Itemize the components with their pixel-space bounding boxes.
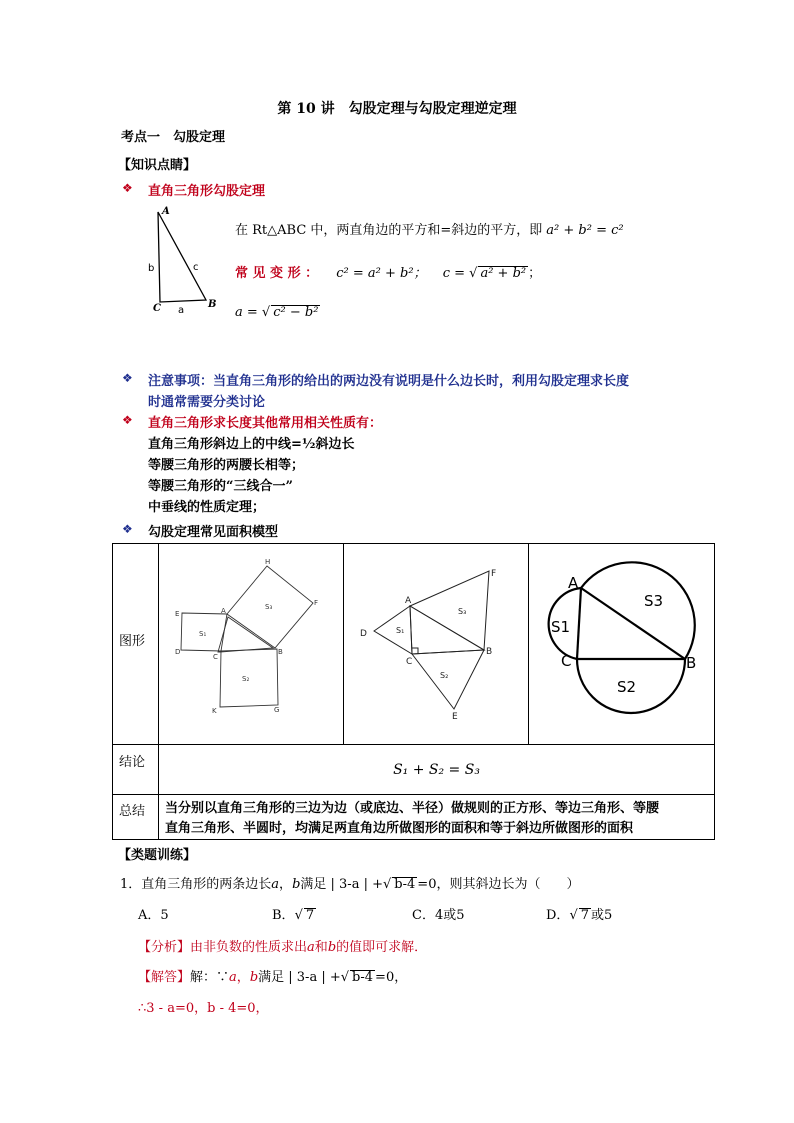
formula-main: a² + b² = c² (546, 223, 624, 238)
figure-cell-semicircles (529, 544, 715, 745)
formula-variant-1: c² = a² + b²； (336, 266, 427, 281)
fig2-label-f: F (491, 569, 497, 579)
triangles-model-figure (344, 544, 528, 740)
fig2-label-c: C (406, 657, 413, 667)
q1-comma: ， (279, 877, 293, 892)
answer-comma: ， (236, 970, 250, 985)
bullet-icon: ❖ (122, 413, 133, 427)
property-3: 等腰三角形的“三线合一” (148, 479, 293, 494)
bullet-icon: ❖ (122, 371, 133, 385)
fig1-label-e: E (175, 610, 180, 618)
figure-row-label: 图形 (119, 634, 146, 649)
q1-stem-a: 1．直角三角形的两条边长 (120, 877, 272, 892)
option-d-label: D． (546, 908, 570, 923)
conclusion-cell (159, 745, 715, 795)
bullet-icon: ❖ (122, 522, 133, 536)
fig2-label-s2: S₂ (440, 671, 449, 680)
analysis-var-b: b (327, 940, 337, 955)
formula-variant-3-radicand: c² − b² (273, 305, 319, 320)
analysis-text-b: 和 (314, 940, 328, 955)
property-2: 等腰三角形的两腰长相等； (148, 458, 305, 473)
section-heading: 考点一 勾股定理 (121, 130, 226, 145)
fig1-label-d: D (175, 648, 181, 656)
fig1-label-k: K (212, 707, 217, 715)
analysis-var-a: a (307, 940, 315, 955)
knowledge-header: 【知识点睛】 (118, 158, 197, 173)
fig2-label-a: A (405, 596, 412, 606)
note-line-1: 注意事项：当直角三角形的给出的两边没有说明是什么边长时，利用勾股定理求长度 (148, 374, 630, 389)
option-b: B．√ 7 (272, 908, 315, 923)
variant-3-row: a = √ c² − b² (235, 305, 319, 320)
property-4: 中垂线的性质定理； (148, 500, 266, 515)
page-title: 第 10 讲 勾股定理与勾股定理逆定理 (277, 101, 517, 117)
fig2-label-s1: S₁ (396, 626, 405, 635)
fig3-label-s1: S1 (551, 618, 571, 636)
formula-variant-2-left: c = (442, 266, 466, 281)
option-b-radicand: 7 (305, 908, 315, 923)
option-d: D．√ 7 或5 (546, 908, 613, 923)
figure-row-label-cell (113, 544, 159, 745)
summary-cell (159, 795, 715, 840)
variants-label: 常 见 变 形 ： (235, 266, 319, 281)
option-c: C．4或5 (412, 908, 465, 923)
figure-cell-squares (159, 544, 344, 745)
q1-stem-c: =0，则其斜边长为（ ） (417, 877, 580, 892)
question-1-stem: 1．直角三角形的两条边长a，b满足 | 3-a | +√ b-4 =0，则其斜边长为（ ） (120, 877, 580, 892)
formula-variant-3-left: a = (235, 305, 258, 320)
analysis-text-c: 的值即可求解． (336, 940, 428, 955)
option-d-tail: 或5 (591, 908, 613, 923)
formula-variant-2-radicand: a² + b² (480, 266, 527, 281)
vertex-c-label: C (153, 303, 161, 314)
analysis-text-a: 由非负数的性质求出 (190, 940, 308, 955)
fig1-label-b: B (278, 648, 283, 656)
summary-label-cell (113, 795, 159, 840)
summary-line-1: 当分别以直角三角形的三边为边（或底边、半径）做规则的正方形、等边三角形、等腰 (165, 801, 660, 816)
side-a-label: a (178, 305, 185, 316)
solution-step: ∴3 - a=0，b - 4=0， (138, 1001, 269, 1016)
fig2-label-e: E (452, 712, 458, 722)
option-d-radicand: 7 (580, 908, 590, 923)
answer-var-b: b (249, 970, 259, 985)
answer-radicand: b-4 (352, 970, 374, 985)
area-models-table (112, 543, 715, 840)
fig3-label-s3: S3 (644, 592, 664, 610)
area-model-label: 勾股定理常见面积模型 (148, 525, 279, 540)
q1-radicand: b-4 (394, 877, 416, 892)
fig1-label-g: G (274, 706, 280, 714)
figure-cell-triangles (344, 544, 529, 745)
vertex-b-label: B (208, 299, 217, 310)
right-triangle-figure (146, 200, 226, 320)
statement-text: 在 Rt△ABC 中，两直角边的平方和=斜边的平方，即 (235, 223, 543, 238)
fig1-label-f: F (314, 599, 319, 607)
note-line-2: 时通常需要分类讨论 (148, 395, 266, 410)
option-b-label: B． (272, 908, 295, 923)
fig1-label-a: A (221, 607, 226, 615)
property-1: 直角三角形斜边上的中线=½斜边长 (148, 437, 355, 452)
summary-line-2: 直角三角形、半圆时，均满足两直角边所做图形的面积和等于斜边所做图形的面积 (165, 821, 634, 836)
conclusion-label: 结论 (119, 755, 146, 770)
q1-var-b: b (292, 877, 301, 892)
fig3-label-b: B (686, 654, 697, 672)
analysis-line (138, 936, 427, 955)
answer-line: 【解答】解：∵a，b满足 | 3-a | +√ b-4 =0， (138, 970, 408, 985)
pythagoras-statement (235, 219, 624, 238)
vertex-a-label: A (162, 206, 170, 217)
conclusion-label-cell (113, 745, 159, 795)
side-b-label: b (148, 263, 155, 274)
fig2-label-d: D (360, 629, 367, 639)
answer-text-b: 满足 | 3-a | + (258, 970, 341, 985)
summary-label: 总结 (119, 804, 146, 819)
bullet-icon: ❖ (122, 181, 133, 195)
q1-var-a: a (271, 877, 280, 892)
fig3-label-s2: S2 (617, 678, 637, 696)
semicircles-model-figure (529, 544, 714, 740)
practice-header: 【类题训练】 (118, 848, 197, 863)
summary-text (159, 795, 714, 839)
fig3-label-a: A (568, 574, 579, 592)
answer-text-a: 解：∵ (190, 970, 230, 985)
variants-row: 常 见 变 形 ： c² = a² + b²； c = √ a² + b² ； (235, 266, 542, 281)
analysis-label: 【分析】 (138, 940, 191, 955)
fig1-label-s2: S₂ (242, 675, 250, 683)
side-c-label: c (193, 262, 199, 273)
answer-text-c: =0， (375, 970, 408, 985)
answer-label: 【解答】 (138, 970, 191, 985)
fig1-label-h: H (265, 558, 271, 566)
answer-var-a: a (229, 970, 237, 985)
properties-label: 直角三角形求长度其他常用相关性质有： (148, 416, 383, 431)
q1-stem-b: 满足 | 3-a | + (300, 877, 383, 892)
fig1-label-c: C (213, 653, 218, 661)
fig3-label-c: C (561, 652, 572, 670)
conclusion-formula: S₁ + S₂ = S₃ (393, 761, 480, 778)
item1-label: 直角三角形勾股定理 (148, 184, 266, 199)
fig1-label-s1: S₁ (199, 630, 207, 638)
squares-model-figure (159, 544, 343, 740)
fig2-label-s3: S₃ (458, 607, 467, 616)
fig1-label-s3: S₃ (265, 603, 273, 611)
option-a: A．5 (138, 908, 169, 923)
fig2-label-b: B (486, 647, 493, 657)
formula-variant-2-tail: ； (528, 266, 542, 281)
